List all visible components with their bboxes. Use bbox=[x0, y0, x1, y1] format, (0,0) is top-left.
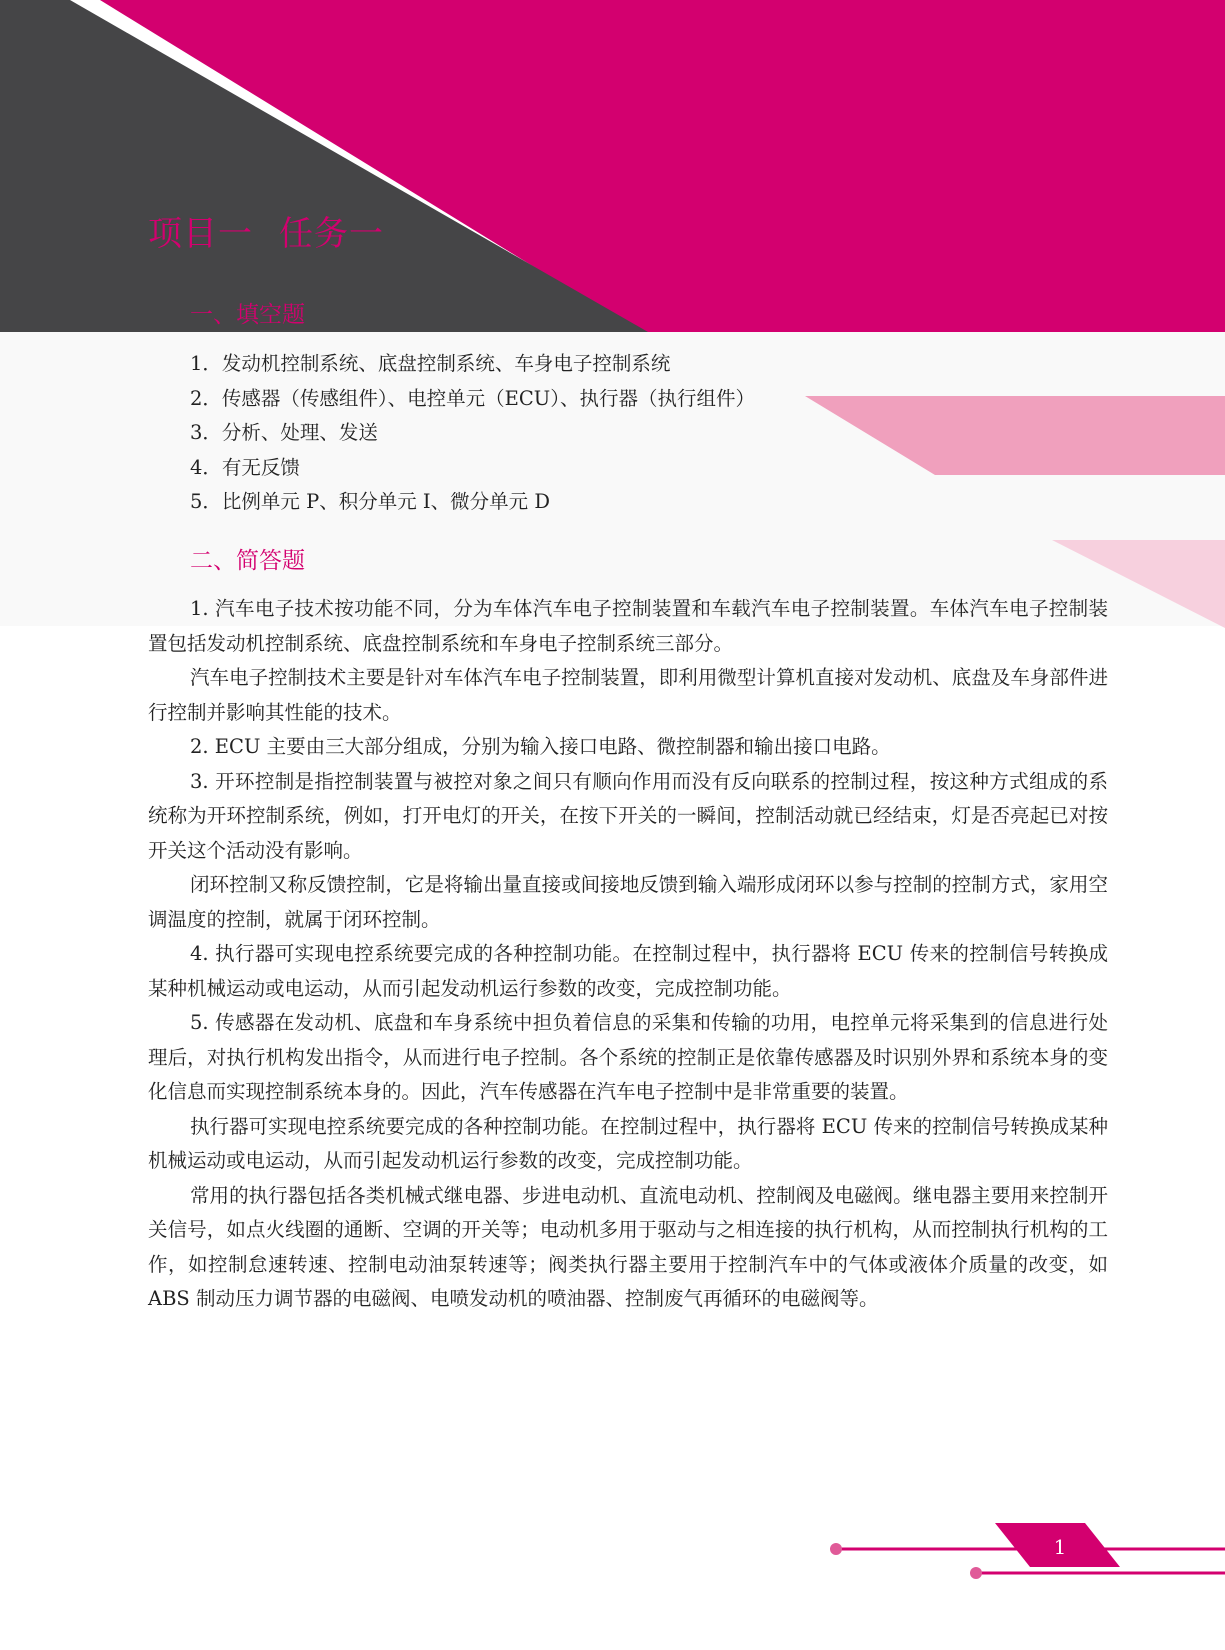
list-item: 4．有无反馈 bbox=[190, 455, 300, 479]
footer-dot-top bbox=[830, 1543, 842, 1555]
answer-paragraph: 3. 开环控制是指控制装置与被控对象之间只有顺向作用而没有反向联系的控制过程，按这种方式组成的系统称为开环控制系统，例如，打开电灯的开关，在按下开关的一瞬间，控制活动就已经结束，灯是否亮起已对按开关这个活动没有影响。 bbox=[148, 769, 1108, 862]
answer-paragraph: 执行器可实现电控系统要完成的各种控制功能。在控制过程中，执行器将 ECU 传来的控制信号转换成某种机械运动或电运动，从而引起发动机运行参数的改变，完成控制功能。 bbox=[148, 1114, 1108, 1172]
list-item: 1．发动机控制系统、底盘控制系统、车身电子控制系统 bbox=[190, 352, 671, 375]
list-item: 5．比例单元 P、积分单元 I、微分单元 D bbox=[190, 490, 550, 513]
section-heading-short-answer: 二、简答题 bbox=[190, 548, 305, 574]
short-answer-body bbox=[148, 592, 1108, 1317]
project-title bbox=[148, 206, 384, 255]
answer-paragraph: 2. ECU 主要由三大部分组成，分别为输入接口电路、微控制器和输出接口电路。 bbox=[190, 735, 891, 758]
answer-paragraph: 5. 传感器在发动机、底盘和车身系统中担负着信息的采集和传输的功用，电控单元将采集到的信息进行处理后，对执行机构发出指令，从而进行电子控制。各个系统的控制正是依靠传感器及时识别外界和系统本身的变化信息而实现控制系统本身的。因此，汽车传感器在汽车电子控制中是非常重要的装置。 bbox=[148, 1011, 1108, 1103]
answer-paragraph: 常用的执行器包括各类机械式继电器、步进电动机、直流电动机、控制阀及电磁阀。继电器主要用来控制开关信号，如点火线圈的通断、空调的开关等；电动机多用于驱动与之相连接的执行机构，从而控制执行机构的工作，如控制怠速转速、控制电动油泵转速等；阀类执行器主要用于控制汽车中的气体或液体介质量的改变，如 ABS 制动压力调节器的电磁阀、电喷发动机的喷油器、控制废气再循环的电磁阀等。 bbox=[148, 1183, 1108, 1310]
page-number: 1 bbox=[1053, 1535, 1067, 1559]
answer-paragraph: 4. 执行器可实现电控系统要完成的各种控制功能。在控制过程中，执行器将 ECU 传来的控制信号转换成某种机械运动或电运动，从而引起发动机运行参数的改变，完成控制功能。 bbox=[148, 942, 1108, 1000]
answer-paragraph: 闭环控制又称反馈控制，它是将输出量直接或间接地反馈到输入端形成闭环以参与控制的控制方式，家用空调温度的控制，就属于闭环控制。 bbox=[148, 873, 1108, 931]
list-item: 3．分析、处理、发送 bbox=[190, 421, 378, 444]
section-heading-fill-in: 一、填空题 bbox=[190, 302, 305, 328]
footer-dot-bottom bbox=[970, 1567, 982, 1579]
task-label: 任务一 bbox=[279, 214, 384, 254]
fill-in-answer-list bbox=[190, 347, 755, 520]
project-label: 项目一 bbox=[148, 214, 253, 254]
answer-paragraph: 1. 汽车电子技术按功能不同，分为车体汽车电子控制装置和车载汽车电子控制装置。车体汽车电子控制装置包括发动机控制系统、底盘控制系统和车身电子控制系统三部分。 bbox=[148, 597, 1108, 655]
answer-paragraph: 汽车电子控制技术主要是针对车体汽车电子控制装置，即利用微型计算机直接对发动机、底盘及车身部件进行控制并影响其性能的技术。 bbox=[148, 666, 1108, 724]
list-item: 2．传感器（传感组件）、电控单元（ECU）、执行器（执行组件） bbox=[190, 386, 755, 410]
